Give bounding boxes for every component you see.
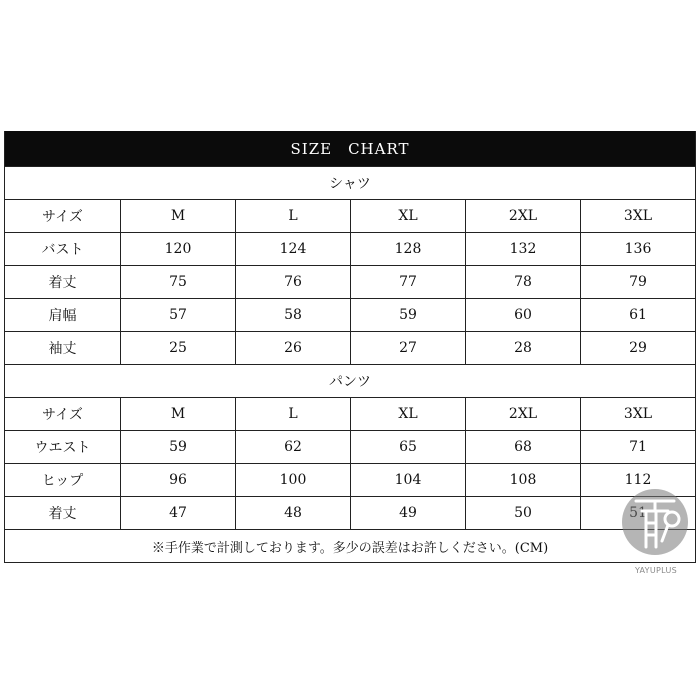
chart-title: SIZE CHART (5, 131, 695, 166)
table-cell: 65 (350, 430, 465, 463)
table-cell: 59 (350, 298, 465, 331)
table-cell: 62 (235, 430, 350, 463)
table-cell: 25 (120, 331, 235, 364)
table-cell: 58 (235, 298, 350, 331)
table-cell: 128 (350, 232, 465, 265)
table-header-label: サイズ (5, 397, 120, 430)
table-header-size: M (120, 199, 235, 232)
table-cell: 75 (120, 265, 235, 298)
table-cell: 68 (465, 430, 580, 463)
table-row-label: バスト (5, 232, 120, 265)
table-header-size: XL (350, 397, 465, 430)
table-cell: 120 (120, 232, 235, 265)
table-row-label: 着丈 (5, 265, 120, 298)
table-cell: 77 (350, 265, 465, 298)
table-header-label: サイズ (5, 199, 120, 232)
table-cell: 79 (580, 265, 695, 298)
table-cell: 28 (465, 331, 580, 364)
table-cell: 112 (580, 463, 695, 496)
table-header-size: L (235, 397, 350, 430)
table-cell: 124 (235, 232, 350, 265)
table-cell: 48 (235, 496, 350, 529)
table-cell: 47 (120, 496, 235, 529)
table-cell: 29 (580, 331, 695, 364)
table-header-size: L (235, 199, 350, 232)
table-cell: 76 (235, 265, 350, 298)
table-cell: 50 (465, 496, 580, 529)
shirt-section-label: シャツ (5, 166, 695, 199)
table-cell: 60 (465, 298, 580, 331)
pants-size-table (5, 397, 695, 529)
table-cell: 96 (120, 463, 235, 496)
table-cell: 136 (580, 232, 695, 265)
brand-logo-icon (622, 489, 688, 555)
table-cell: 61 (580, 298, 695, 331)
pants-section-label: パンツ (5, 364, 695, 397)
watermark (620, 489, 692, 579)
table-row-label: ヒップ (5, 463, 120, 496)
table-cell: 27 (350, 331, 465, 364)
table-cell: 26 (235, 331, 350, 364)
table-cell: 49 (350, 496, 465, 529)
size-chart (4, 131, 696, 563)
table-cell: 57 (120, 298, 235, 331)
table-cell: 71 (580, 430, 695, 463)
table-row-label: 袖丈 (5, 331, 120, 364)
measurement-note: ※手作業で計測しております。多少の誤差はお許しください。(CM) (5, 529, 695, 562)
table-header-size: 3XL (580, 199, 695, 232)
table-header-size: 3XL (580, 397, 695, 430)
table-cell: 132 (465, 232, 580, 265)
table-header-size: M (120, 397, 235, 430)
table-header-size: XL (350, 199, 465, 232)
table-cell: 108 (465, 463, 580, 496)
table-header-size: 2XL (465, 397, 580, 430)
table-header-size: 2XL (465, 199, 580, 232)
table-cell: 100 (235, 463, 350, 496)
table-row-label: ウエスト (5, 430, 120, 463)
shirt-size-table (5, 199, 695, 364)
table-cell: 104 (350, 463, 465, 496)
table-row-label: 着丈 (5, 496, 120, 529)
table-cell: 59 (120, 430, 235, 463)
watermark-text: YAYUPLUS (634, 566, 678, 575)
table-cell: 78 (465, 265, 580, 298)
table-row-label: 肩幅 (5, 298, 120, 331)
